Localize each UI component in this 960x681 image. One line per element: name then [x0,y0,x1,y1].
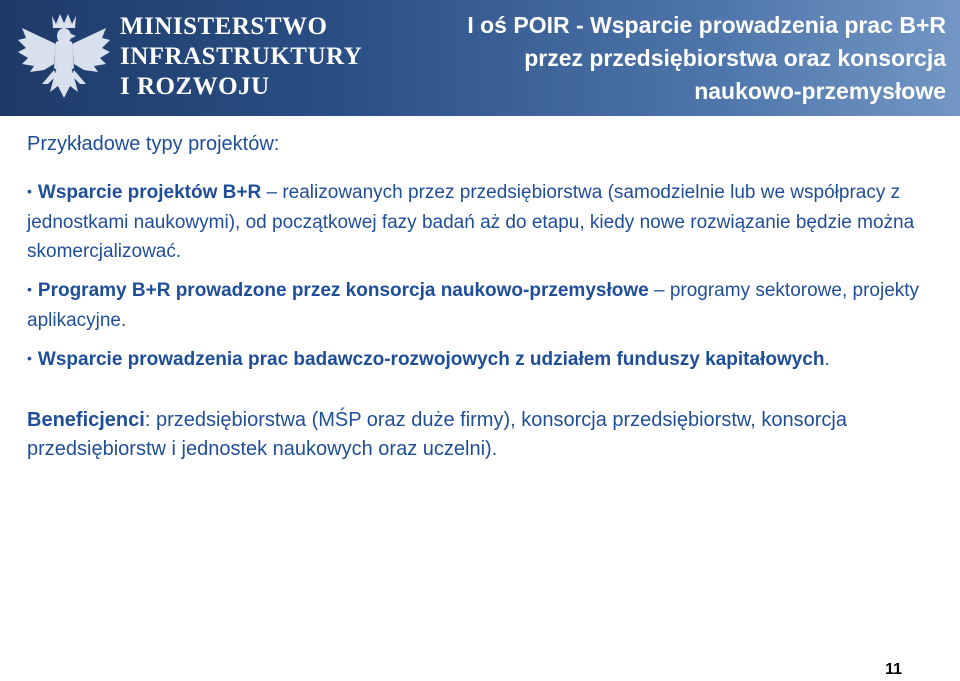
header-banner [0,0,960,116]
project-types-heading: Przykładowe typy projektów: [27,133,280,155]
ministry-line-3: I ROZWOJU [120,73,270,100]
ministry-line-1: MINISTERSTWO [120,13,328,40]
bullet-text: – realizowanych przez przedsiębiorstwa (samodzielnie lub we współpracy z jednostkami naukowymi), od początkowej fazy badań aż do etapu, kiedy nowe rozwiązanie będzie można skomercjalizować. [27,182,915,262]
beneficiaries-label: Beneficjenci [27,409,145,431]
page-number: 11 [885,661,902,678]
beneficiaries-text: : przedsiębiorstwa (MŚP oraz duże firmy), konsorcja przedsiębiorstw, konsorcja przedsiębiorstw i jednostek naukowych oraz uczelni). [27,409,847,460]
bullet-bold-text: Wsparcie projektów B+R [37,182,262,203]
bullet-bold-text: Programy B+R prowadzone przez konsorcja naukowo-przemysłowe [37,280,649,301]
slide-content [27,131,937,464]
slide-title-line-3: naukowo-przemysłowe [694,78,946,104]
bullet-icon: • [27,183,32,199]
bullet-item [27,345,937,375]
eagle-emblem-icon [14,10,114,106]
bullet-icon: • [27,281,32,297]
bullet-item [27,276,937,335]
slide-title-line-1: I oś POIR - Wsparcie prowadzenia prac B+R [467,12,946,38]
bullet-text: . [824,349,830,370]
ministry-name [120,12,362,102]
ministry-line-2: INFRASTRUKTURY [120,43,363,70]
slide-title [386,9,946,108]
bullet-bold-text: Wsparcie prowadzenia prac badawczo-rozwojowych z udziałem funduszy kapitałowych [37,349,825,370]
bullet-text: – programy sektorowe, projekty aplikacyjne. [27,280,920,331]
bullet-item [27,178,937,266]
beneficiaries-paragraph [27,406,937,464]
bullet-icon: • [27,350,32,366]
slide-title-line-2: przez przedsiębiorstwa oraz konsorcja [524,45,946,71]
